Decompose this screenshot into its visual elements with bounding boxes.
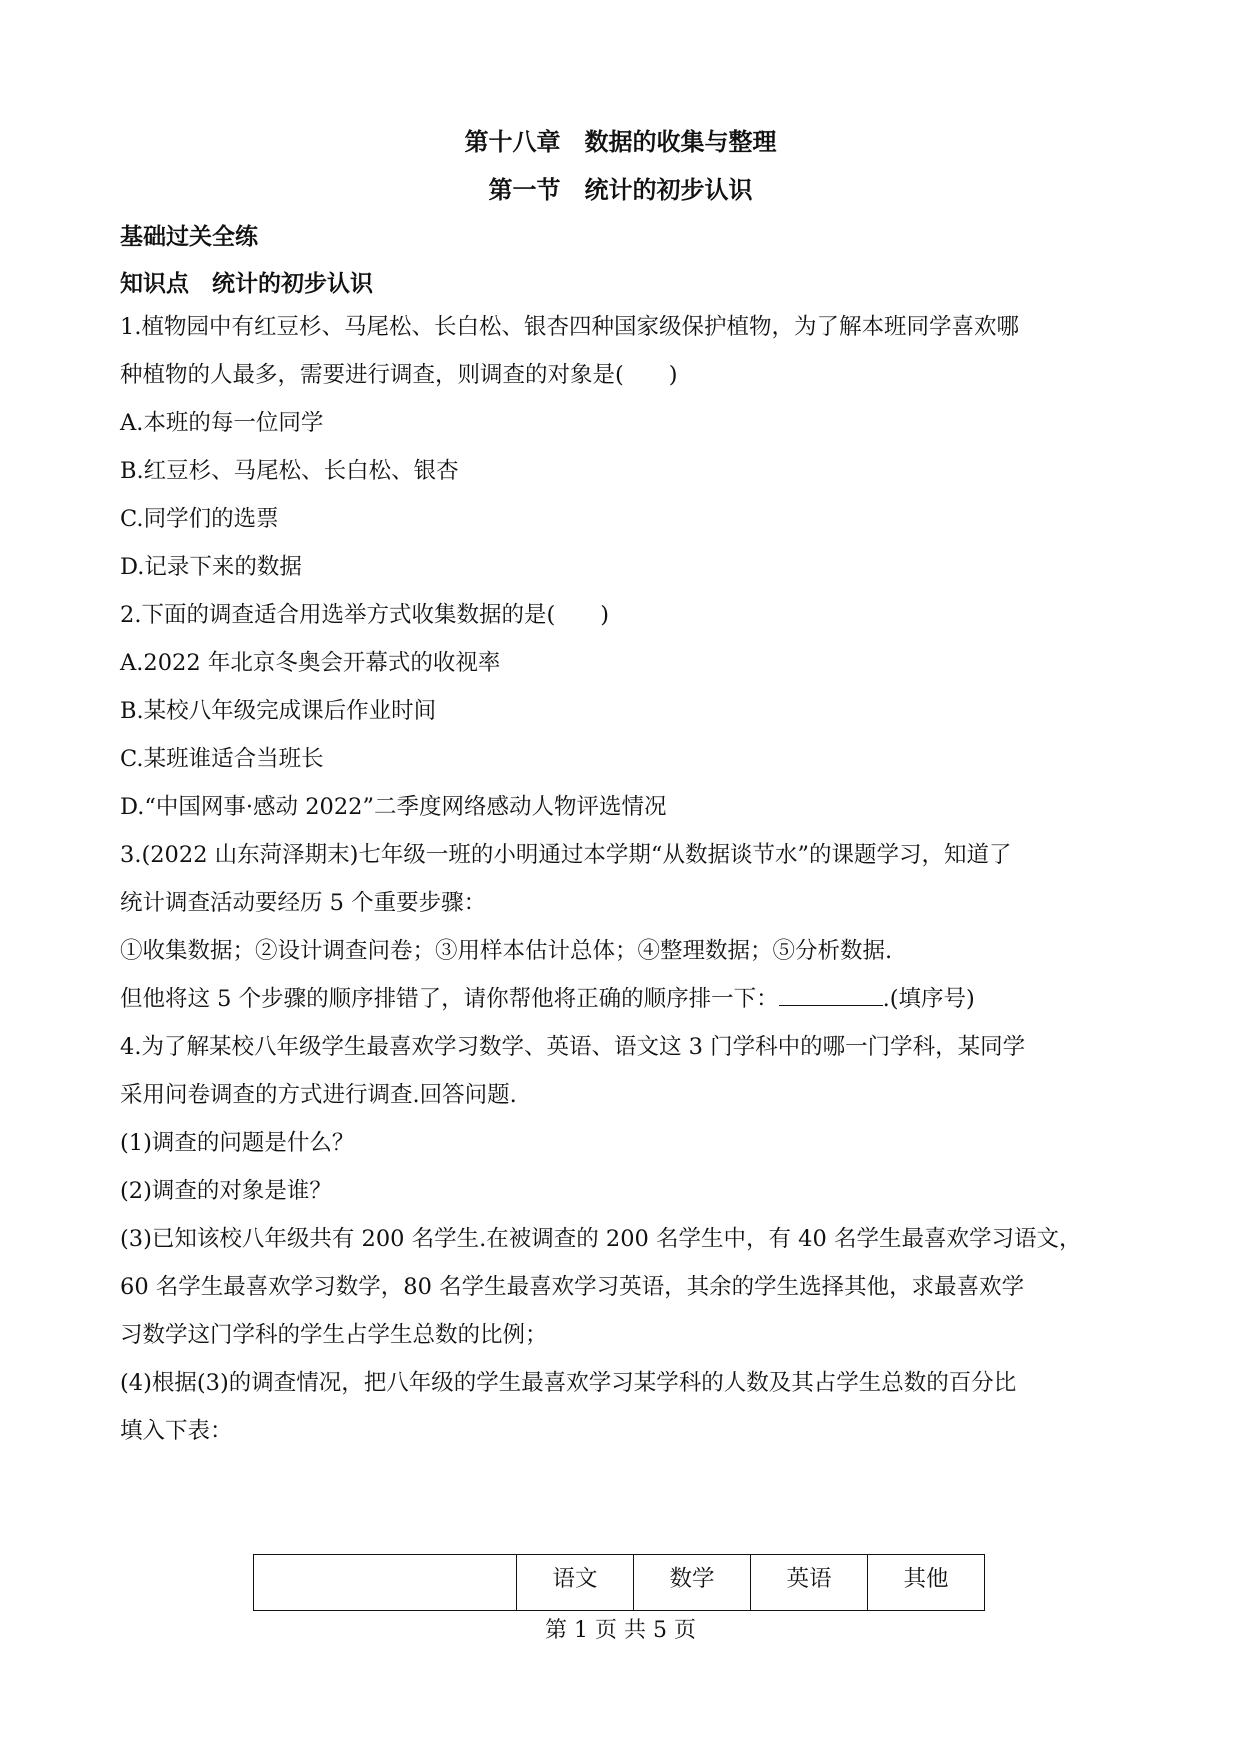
practice-heading: 基础过关全练 bbox=[120, 224, 258, 250]
table-header-chinese: 语文 bbox=[517, 1555, 634, 1611]
q4-part3-line1: (3)已知该校八年级共有 200 名学生.在被调查的 200 名学生中，有 40 名学生最喜欢学习语文， bbox=[120, 1226, 1082, 1252]
answer-table bbox=[253, 1554, 985, 1611]
q3-line1: 3.(2022 山东菏泽期末)七年级一班的小明通过本学期“从数据谈节水”的课题学习，知道了 bbox=[120, 842, 1012, 868]
section-title: 第一节 统计的初步认识 bbox=[488, 176, 753, 204]
q3-fill-suffix: .(填序号) bbox=[882, 986, 975, 1012]
q2-stem: 2.下面的调查适合用选举方式收集数据的是( ) bbox=[120, 602, 610, 628]
q4-line2: 采用问卷调查的方式进行调查.回答问题. bbox=[120, 1082, 517, 1108]
q1-option-a: A.本班的每一位同学 bbox=[120, 410, 324, 436]
q4-part1: (1)调查的问题是什么？ bbox=[120, 1130, 355, 1156]
q1-option-b: B.红豆杉、马尾松、长白松、银杏 bbox=[120, 458, 459, 484]
table-header-math: 数学 bbox=[634, 1555, 751, 1611]
table-header-row bbox=[254, 1555, 985, 1611]
q3-line2: 统计调查活动要经历 5 个重要步骤： bbox=[120, 890, 487, 916]
q2-option-b: B.某校八年级完成课后作业时间 bbox=[120, 698, 437, 724]
q4-part4-line2: 填入下表： bbox=[120, 1418, 233, 1444]
q1-stem-line2: 种植物的人最多，需要进行调查，则调查的对象是( ) bbox=[120, 362, 678, 388]
q4-part3-line2: 60 名学生最喜欢学习数学，80 名学生最喜欢学习英语，其余的学生选择其他，求最喜欢学 bbox=[120, 1274, 1025, 1300]
q3-fill-line bbox=[120, 981, 975, 1013]
q2-option-c: C.某班谁适合当班长 bbox=[120, 746, 324, 772]
knowledge-point-heading: 知识点 统计的初步认识 bbox=[120, 271, 373, 297]
chapter-title: 第十八章 数据的收集与整理 bbox=[464, 128, 777, 156]
q4-line1: 4.为了解某校八年级学生最喜欢学习数学、英语、语文这 3 门学科中的哪一门学科，某同学 bbox=[120, 1034, 1026, 1060]
q4-part4-line1: (4)根据(3)的调查情况，把八年级的学生最喜欢学习某学科的人数及其占学生总数的百分比 bbox=[120, 1370, 1017, 1396]
table-header-english: 英语 bbox=[751, 1555, 868, 1611]
table-cell-blank bbox=[254, 1555, 517, 1611]
table-header-other: 其他 bbox=[868, 1555, 985, 1611]
q1-stem-line1: 1.植物园中有红豆杉、马尾松、长白松、银杏四种国家级保护植物，为了解本班同学喜欢哪 bbox=[120, 314, 1019, 340]
q1-option-d: D.记录下来的数据 bbox=[120, 554, 302, 580]
q3-fill-prompt: 但他将这 5 个步骤的顺序排错了，请你帮他将正确的顺序排一下： bbox=[120, 986, 779, 1012]
q3-answer-blank[interactable] bbox=[779, 985, 883, 1006]
q4-part3-line3: 习数学这门学科的学生占学生总数的比例； bbox=[120, 1322, 548, 1348]
q4-part2: (2)调查的对象是谁？ bbox=[120, 1178, 332, 1204]
q2-option-a: A.2022 年北京冬奥会开幕式的收视率 bbox=[120, 650, 501, 676]
page-footer: 第 1 页 共 5 页 bbox=[545, 1618, 696, 1643]
q2-option-d: D.“中国网事·感动 2022”二季度网络感动人物评选情况 bbox=[120, 794, 667, 820]
q3-steps: ①收集数据；②设计调查问卷；③用样本估计总体；④整理数据；⑤分析数据. bbox=[120, 938, 893, 964]
q1-option-c: C.同学们的选票 bbox=[120, 506, 279, 532]
